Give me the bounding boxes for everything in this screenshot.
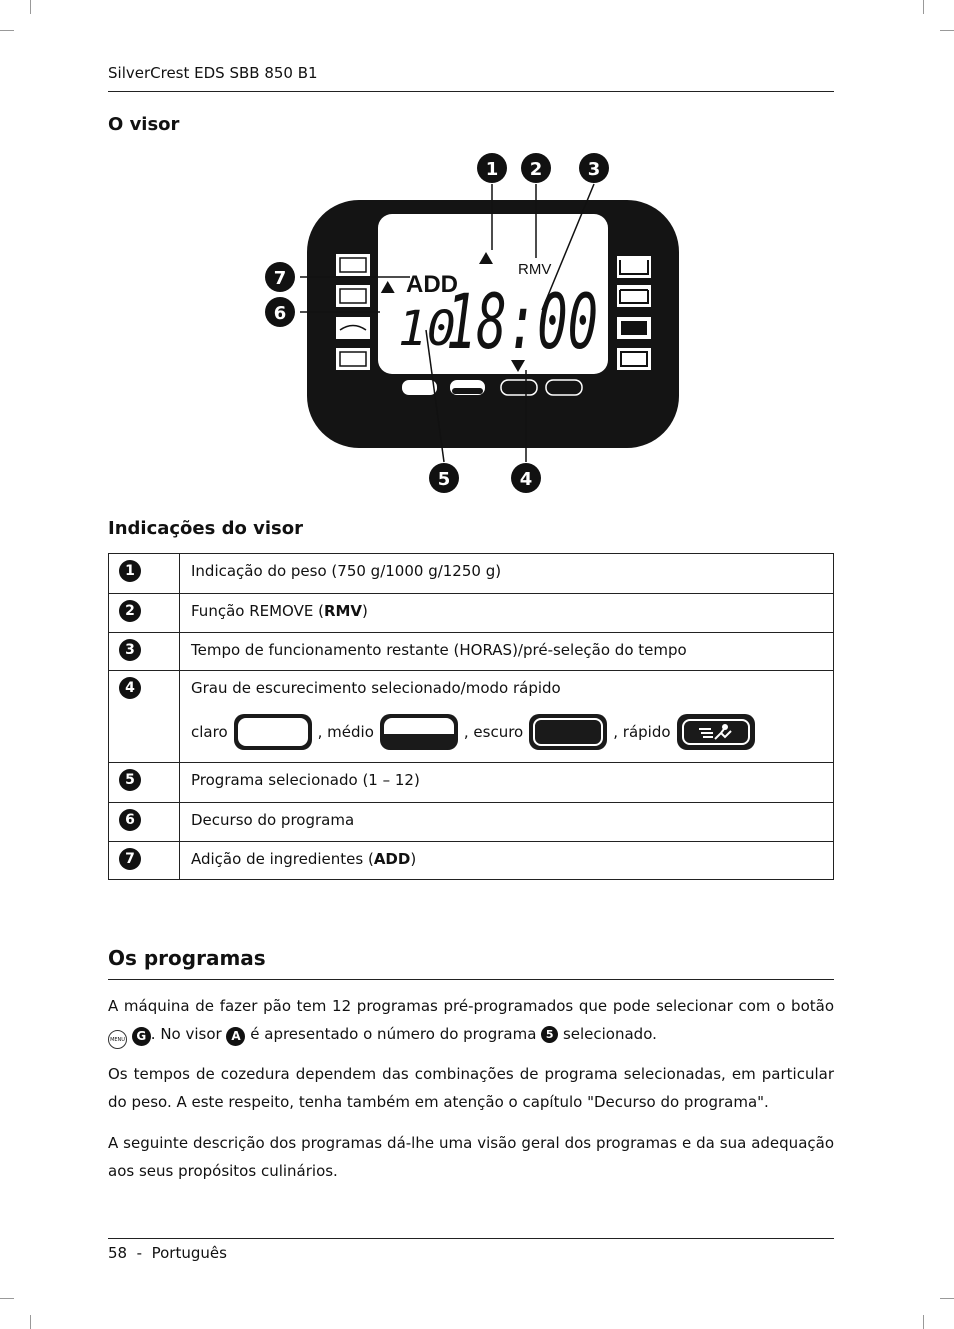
row-text: Decurso do programa: [180, 803, 834, 842]
table-row: [109, 842, 834, 880]
shade-medium-label: , médio: [317, 723, 374, 741]
add-bold: ADD: [373, 850, 411, 868]
display-figure: [250, 140, 710, 510]
lcd-add: ADD: [406, 271, 458, 298]
callout-1: 1: [485, 159, 499, 180]
weight-label: 1000g: [474, 222, 514, 238]
callout-6: 6: [273, 303, 287, 324]
fast-mode-icon: [677, 714, 755, 750]
shade-medium-icon: [380, 714, 458, 750]
callout-4: 4: [519, 469, 533, 490]
callout-3: 3: [587, 159, 601, 180]
browning-description: Grau de escurecimento selecionado/modo rápido: [191, 679, 561, 697]
section-rule: [108, 979, 834, 980]
programs-title: Os programas: [108, 946, 266, 970]
row-text: Função REMOVE (RMV): [180, 594, 834, 633]
indications-table: [108, 553, 834, 880]
table-row: [109, 671, 834, 763]
programs-paragraph-3: A seguinte descrição dos programas dá-lhe uma visão geral dos programas e da sua adequação aos seus propósitos culinários.: [108, 1134, 834, 1180]
table-row: [109, 594, 834, 633]
row-number-badge: 3: [119, 639, 141, 661]
shade-light-icon: [234, 714, 312, 750]
header-rule: [108, 91, 834, 92]
badge-g-icon: G: [132, 1027, 151, 1046]
footer-language: Português: [151, 1244, 227, 1262]
badge-5-icon: 5: [541, 1026, 558, 1043]
table-row: [109, 554, 834, 594]
crop-mark: [30, 0, 31, 14]
programs-paragraph-2: Os tempos de cozedura dependem das combinações de programa selecionadas, em particular do peso. A este respeito, tenha também em atenção o capítulo "Decurso do programa".: [108, 1065, 834, 1111]
crop-mark: [940, 1298, 954, 1299]
crop-mark: [923, 1315, 924, 1329]
lcd-rmv: RMV: [518, 261, 552, 278]
row-number-badge: 7: [119, 848, 141, 870]
badge-a-icon: A: [226, 1027, 245, 1046]
lcd-program-digits: 10: [398, 301, 456, 357]
row-text: [180, 671, 834, 763]
weight-label: 1250g: [552, 222, 592, 238]
row-text: Indicação do peso (750 g/1000 g/1250 g): [180, 554, 834, 594]
callout-2: 2: [529, 159, 543, 180]
rmv-bold: RMV: [323, 602, 363, 620]
lcd-time-digits: 18:00: [446, 277, 598, 366]
indications-title: Indicações do visor: [108, 518, 303, 539]
row-text: Adição de ingredientes (ADD): [180, 842, 834, 880]
row-text: Programa selecionado (1 – 12): [180, 763, 834, 803]
callout-5: 5: [437, 469, 451, 490]
shade-dark-icon: [529, 714, 607, 750]
crop-mark: [0, 1298, 14, 1299]
row-number-badge: 4: [119, 677, 141, 699]
header-title: SilverCrest EDS SBB 850 B1: [108, 64, 318, 82]
weight-label: 750g: [400, 222, 432, 238]
page-number: 58: [108, 1244, 128, 1262]
shade-light-lcd: [402, 380, 437, 395]
footer-separator: -: [136, 1244, 143, 1262]
callout-7: 7: [273, 268, 287, 289]
table-row: [109, 633, 834, 671]
crop-mark: [0, 30, 14, 31]
row-text: Tempo de funcionamento restante (HORAS)/pré-seleção do tempo: [180, 633, 834, 671]
row-number-badge: 6: [119, 809, 141, 831]
row-number-badge: 5: [119, 769, 141, 791]
crop-mark: [30, 1315, 31, 1329]
menu-button-icon: MENU: [108, 1030, 127, 1049]
programs-paragraph-1: A máquina de fazer pão tem 12 programas pré-programados que pode selecionar com o botão MENU G . No visor A é apresentado o número do programa 5 selecionado.: [108, 992, 834, 1049]
crop-mark: [923, 0, 924, 14]
table-row: [109, 763, 834, 803]
crop-mark: [940, 30, 954, 31]
table-row: [109, 803, 834, 842]
row-number-badge: 1: [119, 560, 141, 582]
shade-fast-label: , rápido: [613, 723, 671, 741]
row-number-badge: 2: [119, 600, 141, 622]
browning-legend: [191, 709, 823, 755]
footer: [108, 1244, 227, 1262]
shade-light-label: claro: [191, 723, 228, 741]
display-section-title: O visor: [108, 114, 180, 135]
footer-rule: [108, 1238, 834, 1239]
shade-dark-label: , escuro: [463, 723, 524, 741]
